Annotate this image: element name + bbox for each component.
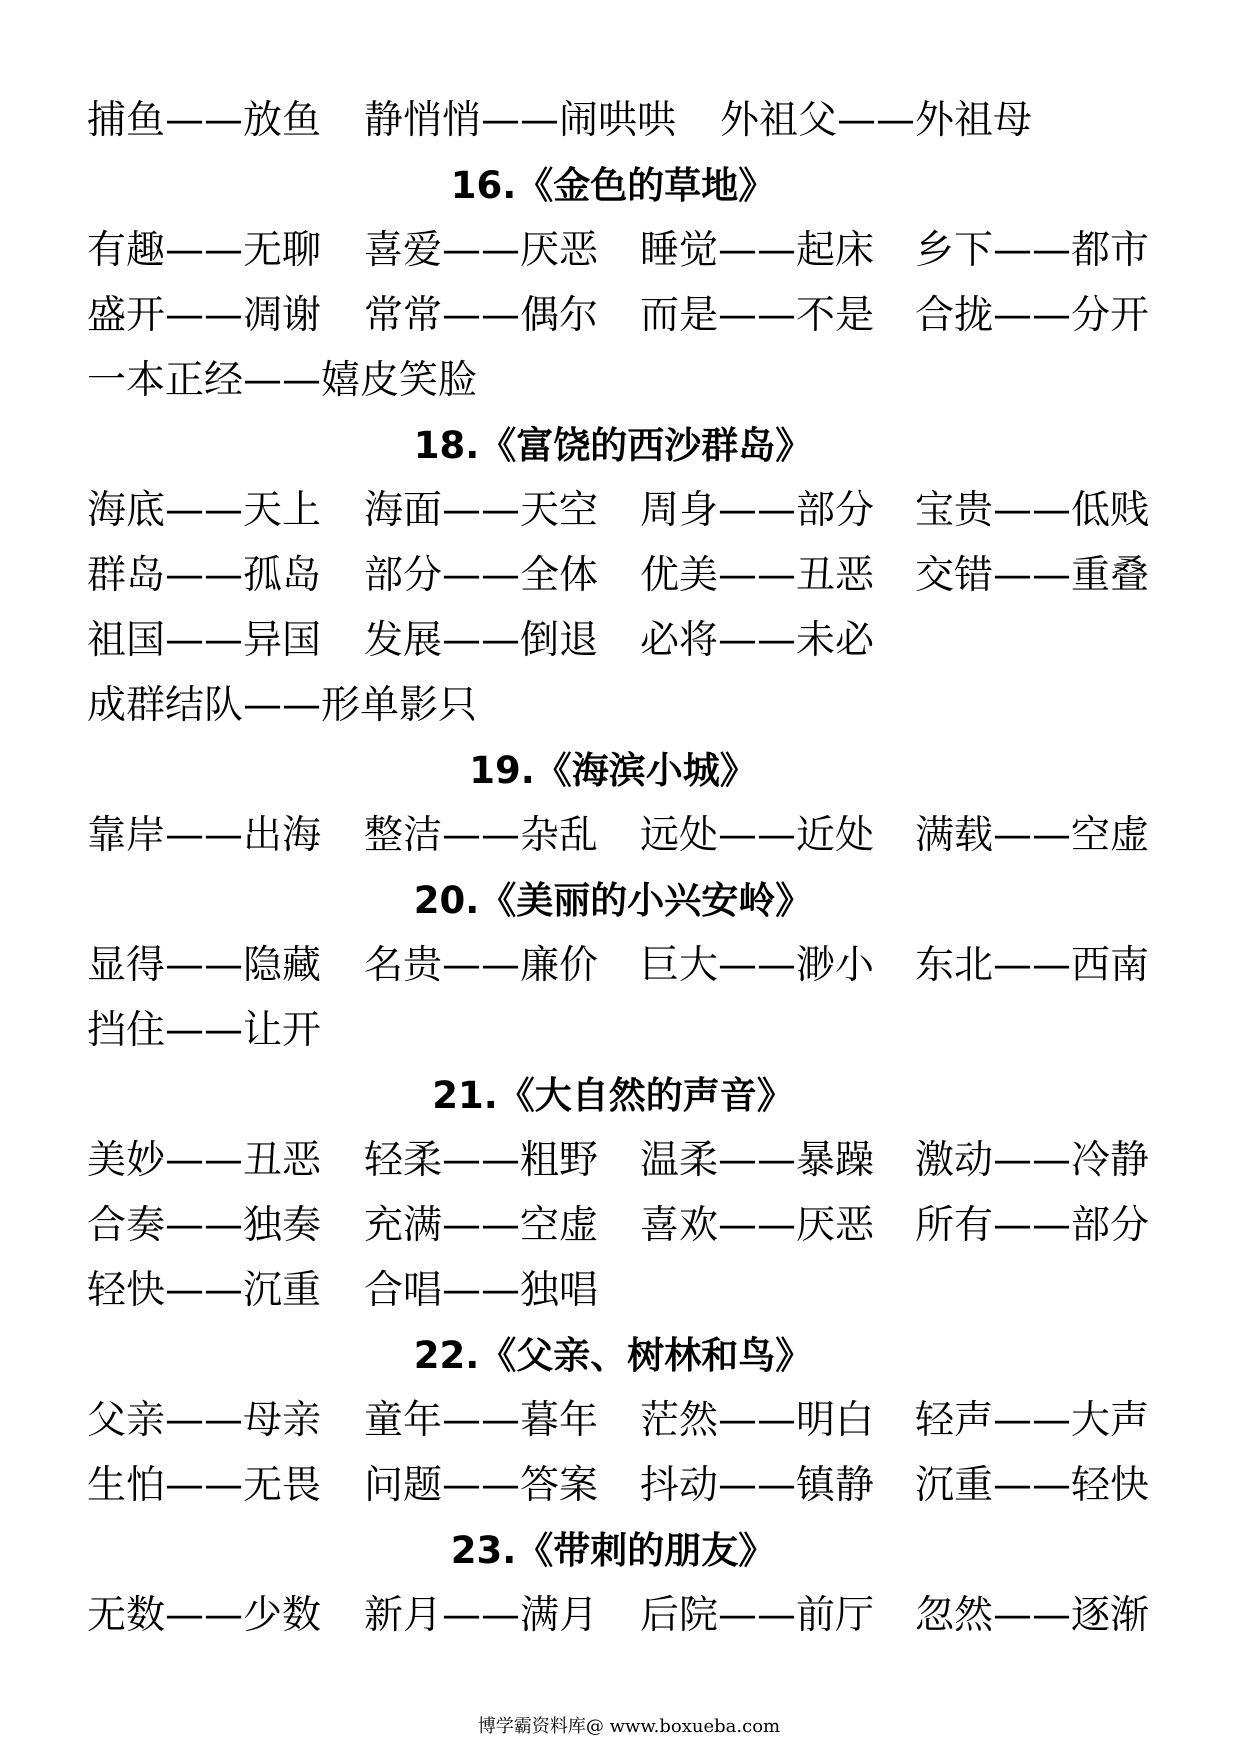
antonym-pair: 满载——空虚 [915,813,1150,858]
antonym-pair: 部分——全体 [364,553,599,598]
antonym-pair: 轻快——沉重 [87,1268,322,1313]
antonym-pair: 海面——天空 [364,488,599,533]
section-heading: 23.《带刺的朋友》 [450,1529,776,1572]
word-row [0,998,1240,1063]
antonym-pair: 生怕——无畏 [87,1463,322,1508]
antonym-pair: 静悄悄——闹哄哄 [364,98,677,143]
section-heading: 16.《金色的草地》 [450,164,776,207]
antonym-pair: 合奏——独奏 [87,1203,322,1248]
antonym-pair: 充满——空虚 [364,1203,599,1248]
antonym-pair: 巨大——渺小 [640,943,875,988]
antonym-pair: 而是——不是 [640,293,875,338]
word-row [0,543,1240,608]
word-row [0,933,1240,998]
antonym-pair: 宝贵——低贱 [915,488,1150,533]
antonym-pair: 轻柔——粗野 [364,1138,599,1183]
antonym-pair: 周身——部分 [640,488,875,533]
antonym-pair: 合唱——独唱 [364,1268,599,1313]
antonym-pair: 群岛——孤岛 [87,553,322,598]
antonym-pair: 睡觉——起床 [640,228,875,273]
antonym-pair: 所有——部分 [915,1203,1150,1248]
antonym-pair: 沉重——轻快 [915,1463,1150,1508]
section-heading: 22.《父亲、树林和鸟》 [413,1334,813,1377]
antonym-pair: 祖国——异国 [87,618,322,663]
antonym-pair: 挡住——让开 [87,1008,322,1053]
antonym-pair: 茫然——明白 [640,1398,875,1443]
antonym-pair: 常常——偶尔 [364,293,599,338]
word-row [0,1388,1240,1453]
section-heading: 20.《美丽的小兴安岭》 [413,879,813,922]
antonym-pair: 优美——丑恶 [640,553,875,598]
section-heading: 19.《海滨小城》 [469,749,757,792]
section-heading: 21.《大自然的声音》 [432,1074,794,1117]
word-row [0,608,1240,673]
antonym-pair: 发展——倒退 [364,618,599,663]
antonym-pair: 一本正经——嬉皮笑脸 [87,358,478,403]
antonym-pair: 后院——前厅 [640,1593,875,1638]
word-row [0,478,1240,543]
antonym-pair: 成群结队——形单影只 [87,683,478,728]
antonym-pair: 抖动——镇静 [640,1463,875,1508]
word-row [0,1258,1240,1323]
antonym-pair: 交错——重叠 [915,553,1150,598]
word-row [0,803,1240,868]
word-row [0,283,1240,348]
antonym-pair: 整洁——杂乱 [364,813,599,858]
word-row [0,1453,1240,1518]
word-row [0,1193,1240,1258]
word-row [0,218,1240,283]
antonym-pair: 海底——天上 [87,488,322,533]
antonym-pair: 喜爱——厌恶 [364,228,599,273]
antonym-pair: 激动——冷静 [915,1138,1150,1183]
antonym-pair: 轻声——大声 [915,1398,1150,1443]
word-row [0,1128,1240,1193]
antonym-pair: 显得——隐藏 [87,943,322,988]
antonym-pair: 无数——少数 [87,1593,322,1638]
antonym-pair: 乡下——都市 [915,228,1150,273]
footer-watermark: 博学霸资料库@ www.boxueba.com [477,1716,781,1737]
word-row [0,348,1240,413]
antonym-pair: 外祖父——外祖母 [720,98,1033,143]
antonym-pair: 盛开——凋谢 [87,293,322,338]
antonym-pair: 靠岸——出海 [87,813,322,858]
antonym-pair: 名贵——廉价 [364,943,599,988]
antonym-pair: 合拢——分开 [915,293,1150,338]
antonym-pair: 温柔——暴躁 [640,1138,875,1183]
antonym-pair: 捕鱼——放鱼 [87,98,322,143]
antonym-pair: 喜欢——厌恶 [640,1203,875,1248]
antonym-pair: 问题——答案 [364,1463,599,1508]
word-row [0,1583,1240,1648]
antonym-pair: 远处——近处 [640,813,875,858]
antonym-pair: 忽然——逐渐 [915,1593,1150,1638]
antonym-pair: 有趣——无聊 [87,228,322,273]
antonym-pair: 美妙——丑恶 [87,1138,322,1183]
section-heading: 18.《富饶的西沙群岛》 [413,424,813,467]
antonym-pair: 东北——西南 [915,943,1150,988]
antonym-pair: 新月——满月 [364,1593,599,1638]
antonym-pair: 童年——暮年 [364,1398,599,1443]
word-row [0,88,1240,153]
antonym-pair: 父亲——母亲 [87,1398,322,1443]
antonym-pair: 必将——未必 [640,618,875,663]
word-row [0,673,1240,738]
